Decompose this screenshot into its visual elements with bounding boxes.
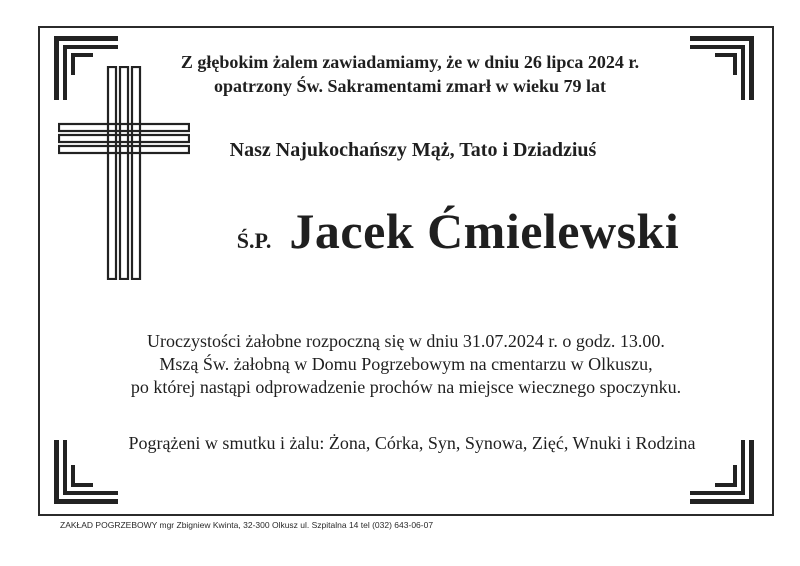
- intro-line-2: opatrzony Św. Sakramentami zmarł w wieku 79 lat: [214, 76, 606, 96]
- ceremony-line-3: po której nastąpi odprowadzenie prochów na miejsce wiecznego spoczynku.: [130, 377, 682, 397]
- family-relation: Nasz Najukochańszy Mąż, Tato i Dziadziuś: [229, 139, 597, 161]
- intro-line-1: Z głębokim żalem zawiadamiamy, że w dniu 26 lipca 2024 r.: [180, 52, 640, 72]
- deceased-heading: [128, 196, 788, 266]
- funeral-home-footer: ZAKŁAD POGRZEBOWY mgr Zbigniew Kwinta, 32-300 Olkusz ul. Szpitalna 14 tel (032) 643-06-07: [60, 520, 434, 530]
- mourners-line: Pogrążeni w smutku i żalu: Żona, Córka, Syn, Synowa, Zięć, Wnuki i Rodzina: [128, 433, 696, 453]
- honorific-sp: Ś.P.: [236, 228, 272, 253]
- deceased-name: Jacek Ćmielewski: [289, 203, 680, 259]
- corner-ornament-top-right-icon: [690, 36, 754, 100]
- ceremony-details: [131, 330, 681, 399]
- corner-ornament-bottom-right-icon: [690, 440, 754, 504]
- announcement-intro: [181, 50, 639, 98]
- corner-ornament-bottom-left-icon: [54, 440, 118, 504]
- ceremony-line-2: Mszą Św. żałobną w Domu Pogrzebowym na cmentarzu w Olkuszu,: [159, 354, 653, 374]
- ceremony-line-1: Uroczystości żałobne rozpoczną się w dniu 31.07.2024 r. o godz. 13.00.: [147, 331, 665, 351]
